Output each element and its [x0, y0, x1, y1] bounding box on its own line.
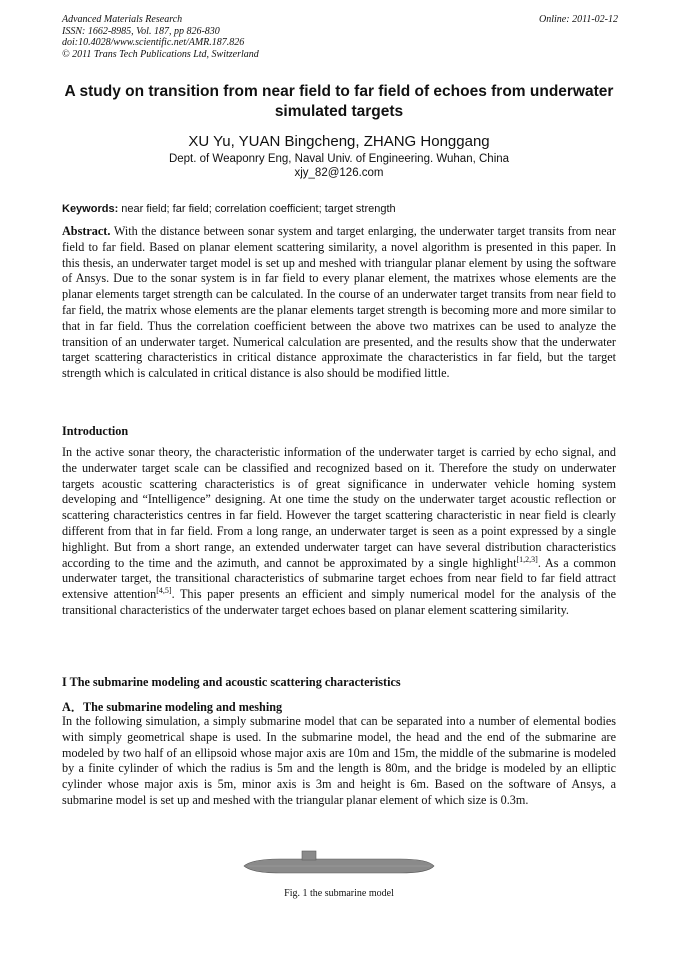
authors: XU Yu, YUAN Bingcheng, ZHANG Honggang	[188, 133, 490, 150]
introduction-text	[62, 445, 616, 619]
online-date: Online: 2011-02-12	[539, 14, 618, 25]
affiliation-block	[62, 152, 616, 180]
intro-part3: . This paper presents an efficient and simply numerical model for the analysis of the transitional characteristics of the underwater target echoes based on planar element scattering similarity.	[62, 587, 617, 617]
affiliation: Dept. of Weaponry Eng, Naval Univ. of Engineering. Wuhan, China	[168, 153, 510, 165]
submarine-bridge	[302, 851, 316, 860]
issn: ISSN: 1662-8985, Vol. 187, pp 826-830	[62, 25, 220, 37]
copyright: © 2011 Trans Tech Publications Ltd, Switzerland	[62, 48, 259, 60]
intro-part2: . As a common underwater target, the transitional characteristics of submarine target echoes from near field to far field attract extensive attention	[62, 555, 616, 602]
email: xjy_82@126.com	[294, 167, 384, 179]
paper-title: A study on transition from near field to far field of echoes from underwater simulated targets	[64, 83, 614, 120]
subsection-a-text: In the following simulation, a simply submarine model that can be separated into a number of elemental bodies with simply geometrical shape is used. In the submarine model, the head and the end of the submarine are modeled by two half of an ellipsoid whose major axis are 10m and 15m, the middle of the submarine is modeled by a finite cylinder of which the radius is 5m and the length is 80m, and the bridge is modeled by an elliptic cylinder whose major axis is 5m, minor axis is 3m and height is 6m. Based on the software of Ansys, a submarine model is set up and meshed with the triangular planar element of which size is 0.3m.	[62, 714, 616, 807]
keywords-text: near field; far field; correlation coefficient; target strength	[118, 203, 396, 215]
section1-heading: I The submarine modeling and acoustic scattering characteristics	[62, 675, 401, 689]
abstract-text: With the distance between sonar system and target enlarging, the underwater target transits from near field to far field. Based on planar element scattering similarity, a novel algorithm is presented in this paper. In this thesis, an underwater target model is set up and meshed with triangular planar element by using the software of Ansys. Due to the sonar system is in far field to every planar element, the matrixes whose elements are the planar elements target strength can be calculated. In the course of an underwater target transits from near field to far field, the matrix whose elements are the planar elements target strength is becoming more and more similar to that in far field. Thus the correlation coefficient between the above two matrixes can be used to analyze the transition of an underwater target. Numerical calculation are presented, and the results show that the underwater target scattering characteristics in critical distance approximate the characteristics in far field, but the target strength which is calculated in critical distance is also should be modified little.	[62, 224, 616, 381]
submarine-figure	[240, 848, 436, 876]
keywords-label: Keywords:	[62, 203, 119, 215]
subsection-a-heading: A．The submarine modeling and meshing	[62, 700, 283, 714]
journal-name: Advanced Materials Research	[62, 14, 183, 25]
abstract-label: Abstract.	[62, 224, 111, 238]
citation-1: [1,2,3]	[516, 554, 538, 564]
abstract	[62, 224, 616, 382]
keywords	[62, 203, 616, 215]
figure-caption: Fig. 1 the submarine model	[284, 888, 394, 899]
doi: doi:10.4028/www.scientific.net/AMR.187.826	[62, 37, 245, 48]
intro-part1: In the active sonar theory, the characteristic information of the underwater target is carried by echo signal, and the underwater target scale can be classified and recognized based on it. Therefore the study on underwater targets acoustic scattering characteristics is of great significance in underwater vehicle homing system developing and “Intelligence” designing. At one time the study on the underwater target acoustic reflection or scattering characteristics centres in far field. However the target scattering characteristic in near field is clearly different from that in far field. From a long range, an underwater target is seen as a point expressed by a single highlight. But from a short range, an extended underwater target can have several distribution characteristics according to the time and the azimuth, and cannot be approximated by a single highlight	[62, 445, 616, 570]
introduction-heading: Introduction	[62, 424, 129, 438]
citation-2: [4,5]	[156, 586, 172, 596]
page-header	[62, 14, 618, 60]
